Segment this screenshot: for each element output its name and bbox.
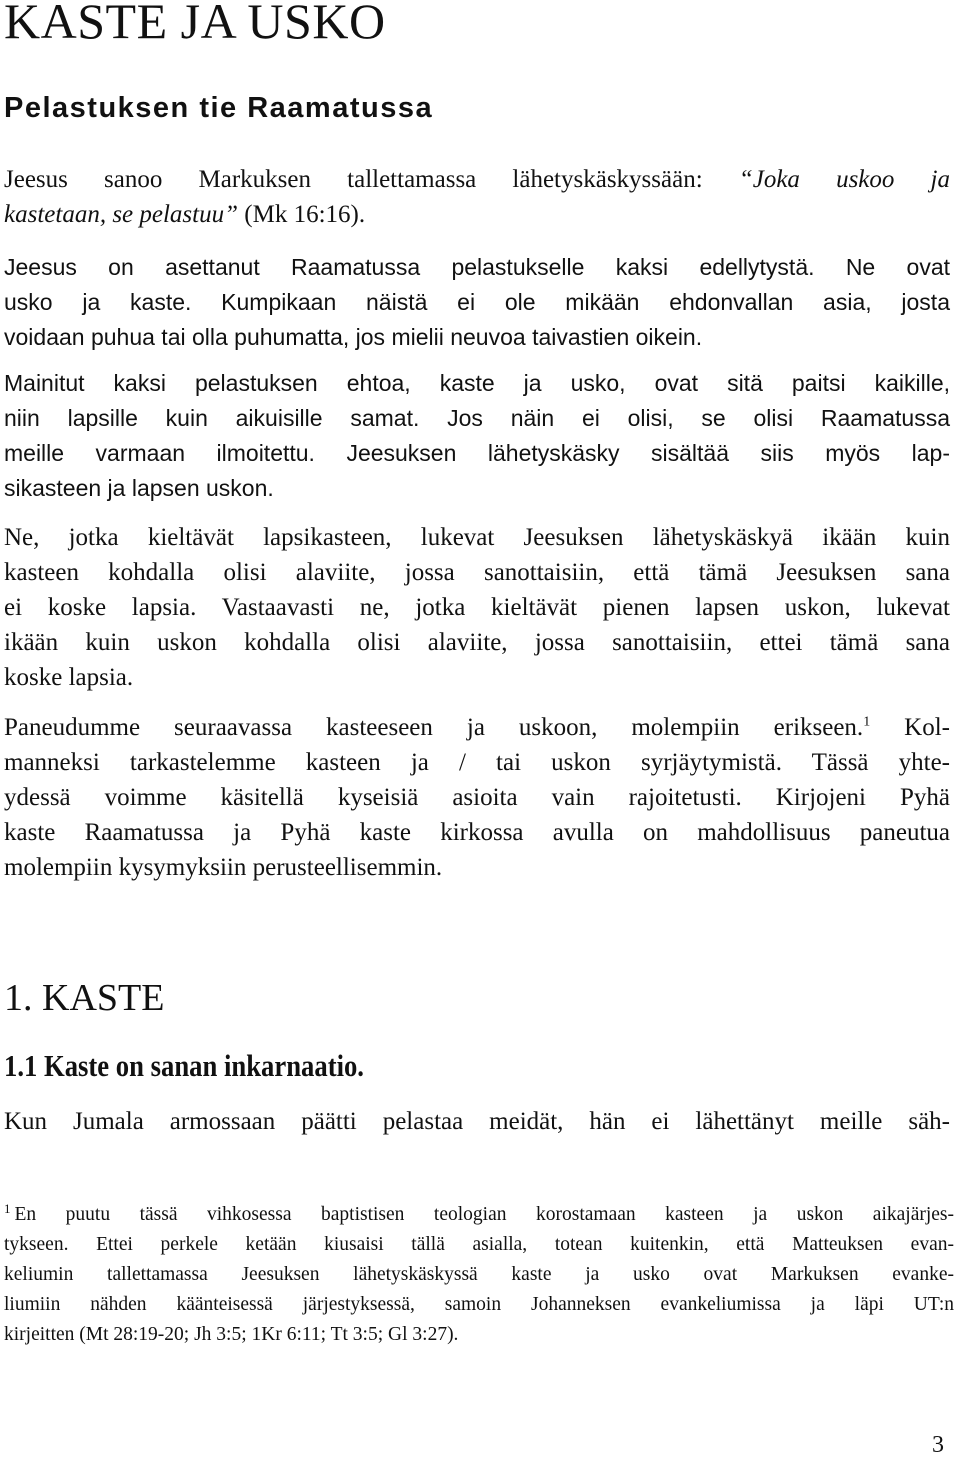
paragraph-text: Kol- xyxy=(870,714,950,741)
footnote-line: liumiin nähden käänteisessä järjestyksessä, samoin Johanneksen evankeliumissa ja läpi UT:n xyxy=(4,1294,954,1315)
section-heading: 1. KASTE xyxy=(4,977,165,1019)
paragraph-line: ei koske lapsia. Vastaavasti ne, jotka kieltävät pienen lapsen uskon, lukevat xyxy=(4,594,950,621)
paragraph-line xyxy=(4,197,950,232)
page-subtitle: Pelastuksen tie Raamatussa xyxy=(4,92,434,124)
section-paragraph xyxy=(4,1104,950,1139)
paragraph-line: sikasteen ja lapsen uskon. xyxy=(4,475,274,501)
subsection-heading: 1.1 Kaste on sanan inkarnaatio. xyxy=(4,1048,364,1083)
footnote-line: keliumin tallettamassa Jeesuksen lähetyskäskyssä kaste ja usko ovat Markuksen evanke- xyxy=(4,1264,954,1285)
paragraph-line: Ne, jotka kieltävät lapsikasteen, lukevat Jeesuksen lähetyskäskyä ikään kuin xyxy=(4,524,950,551)
page-title: KASTE JA USKO xyxy=(4,0,386,49)
paragraph-3 xyxy=(4,366,950,506)
paragraph-line: koske lapsia. xyxy=(4,664,134,691)
footnote xyxy=(4,1200,954,1350)
paragraph-line: niin lapsille kuin aikuisille samat. Jos näin ei olisi, se olisi Raamatussa xyxy=(4,405,950,431)
footnote-text: En puutu tässä vihkosessa baptistisen teologian korostamaan kasteen ja uskon aikajärjes- xyxy=(14,1204,954,1225)
paragraph-line: molempiin kysymyksiin perusteellisemmin. xyxy=(4,854,443,881)
paragraph-text: Jeesus sanoo Markuksen tallettamassa lähetyskäskyssään: xyxy=(4,166,739,193)
footnote-line: tykseen. Ettei perkele ketään kiusaisi tällä asialla, totean kuitenkin, että Matteuksen evan- xyxy=(4,1234,954,1255)
paragraph-line: Mainitut kaksi pelastuksen ehtoa, kaste ja usko, ovat sitä paitsi kaikille, xyxy=(4,370,950,396)
paragraph-line: kaste Raamatussa ja Pyhä kaste kirkossa avulla on mahdollisuus paneutua xyxy=(4,819,950,846)
paragraph-1 xyxy=(4,162,950,232)
paragraph-line xyxy=(4,162,950,197)
paragraph-2 xyxy=(4,250,950,355)
paragraph-line: Kun Jumala armossaan päätti pelastaa meidät, hän ei lähettänyt meille säh- xyxy=(4,1108,950,1135)
paragraph-line: manneksi tarkastelemme kasteen ja / tai uskon syrjäytymistä. Tässä yhte- xyxy=(4,749,950,776)
page-number: 3 xyxy=(932,1432,944,1458)
paragraph-4 xyxy=(4,520,950,695)
footnote-line: kirjeitten (Mt 28:19-20; Jh 3:5; 1Kr 6:11; Tt 3:5; Gl 3:27). xyxy=(4,1324,459,1345)
footnote-reference: 1 xyxy=(863,714,871,730)
paragraph-line: voidaan puhua tai olla puhumatta, jos mielii neuvoa taivastien oikein. xyxy=(4,324,703,350)
footnote-line xyxy=(4,1200,954,1230)
quote-text: kastetaan, se pelastuu” xyxy=(4,201,239,228)
footnote-mark: 1 xyxy=(4,1200,11,1216)
paragraph-line: ydessä voimme käsitellä kyseisiä asioita vain rajoitetusti. Kirjojeni Pyhä xyxy=(4,784,950,811)
paragraph-line: kasteen kohdalla olisi alaviite, jossa sanottaisiin, että tämä Jeesuksen sana xyxy=(4,559,950,586)
paragraph-line: meille varmaan ilmoitettu. Jeesuksen lähetyskäsky sisältää siis myös lap- xyxy=(4,440,950,466)
paragraph-line xyxy=(4,710,950,745)
paragraph-text: Paneudumme seuraavassa kasteeseen ja uskoon, molempiin erikseen. xyxy=(4,714,864,741)
paragraph-line: ikään kuin uskon kohdalla olisi alaviite, jossa sanottaisiin, ettei tämä sana xyxy=(4,629,950,656)
paragraph-line: usko ja kaste. Kumpikaan näistä ei ole mikään ehdonvallan asia, josta xyxy=(4,289,950,315)
paragraph-5 xyxy=(4,710,950,885)
reference-text: (Mk 16:16). xyxy=(238,201,366,228)
quote-text: “Joka uskoo ja xyxy=(738,166,950,193)
paragraph-line: Jeesus on asettanut Raamatussa pelastukselle kaksi edellytystä. Ne ovat xyxy=(4,254,950,280)
